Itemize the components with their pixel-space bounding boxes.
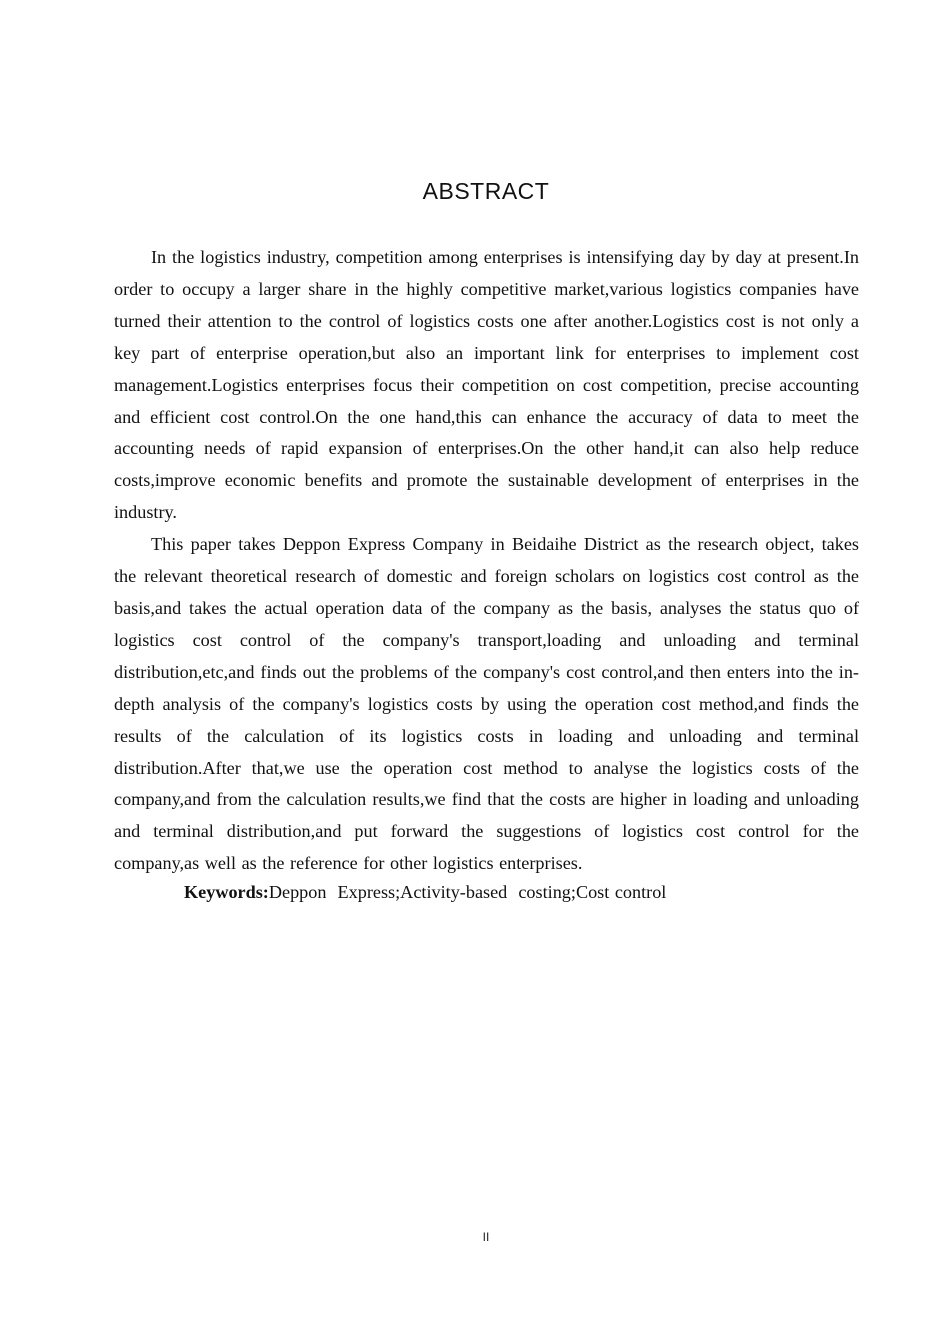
page-number: II	[482, 1230, 490, 1244]
abstract-paragraph-2: This paper takes Deppon Express Company in Beidaihe District as the research object, takes the relevant theoretical research of domestic and foreign scholars on logistics cost control as the basis,and takes the actual operation data of the company as the basis, analyses the status quo of logistics cost control of the company's transport,loading and unloading and terminal distribution,etc,and finds out the problems of the company's cost control,and then enters into the in-depth analysis of the company's logistics costs by using the operation cost method,and finds the results of the calculation of its logistics costs in loading and unloading and terminal distribution.After that,we use the operation cost method to analyse the logistics costs of the company,and from the calculation results,we find that the costs are higher in loading and unloading and terminal distribution,and put forward the suggestions of logistics cost control for the company,as well as the reference for other logistics enterprises.	[114, 534, 859, 874]
keywords-label: Keywords:	[184, 882, 269, 903]
abstract-body	[114, 242, 859, 904]
keywords-value: Deppon Express;Activity-based costing;Cost control	[268, 882, 667, 903]
keywords-line	[114, 880, 859, 904]
abstract-title: ABSTRACT	[422, 178, 550, 204]
abstract-paragraph-1: In the logistics industry, competition among enterprises is intensifying day by day at present.In order to occupy a larger share in the highly competitive market,various logistics companies have turned their attention to the control of logistics costs one after another.Logistics cost is not only a key part of enterprise operation,but also an important link for enterprises to implement cost management.Logistics enterprises focus their competition on cost competition, precise accounting and efficient cost control.On the one hand,this can enhance the accuracy of data to meet the accounting needs of rapid expansion of enterprises.On the other hand,it can also help reduce costs,improve economic benefits and promote the sustainable development of enterprises in the industry.	[114, 247, 859, 523]
